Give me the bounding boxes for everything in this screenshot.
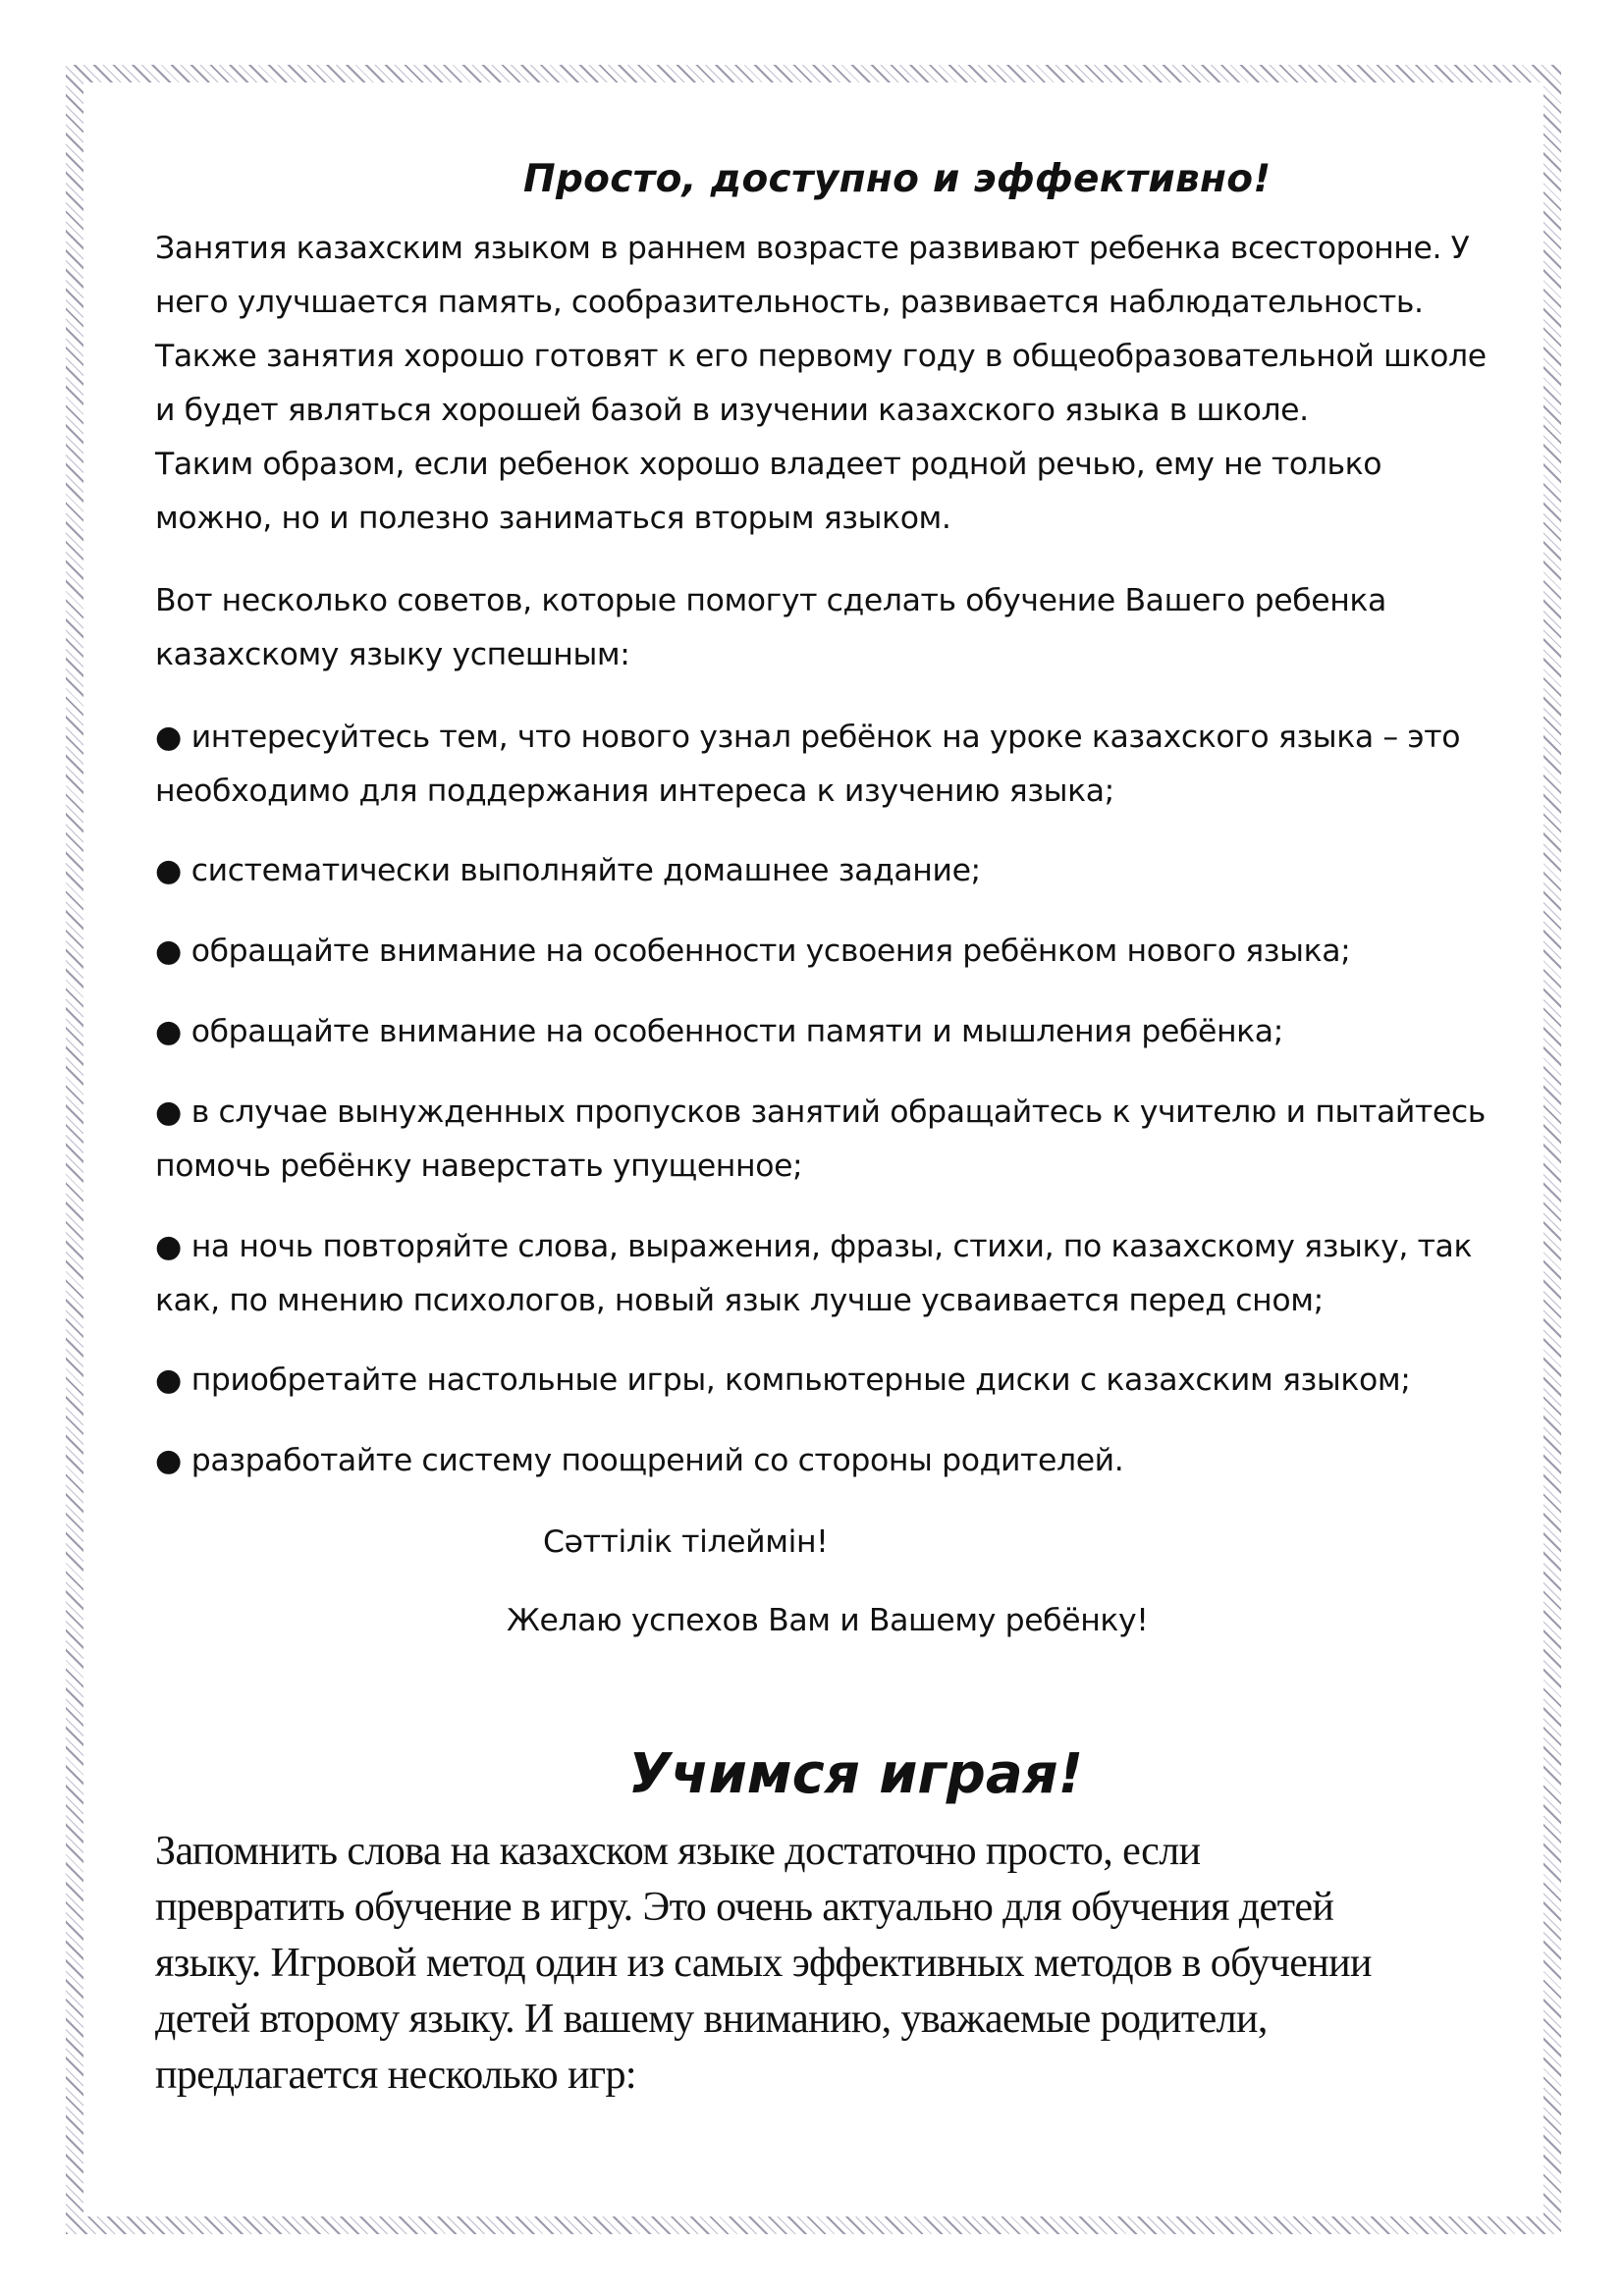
games-intro-line: предлагается несколько игр:: [155, 2053, 636, 2098]
intro-line: Таким образом, если ребенок хорошо владеет родной речью, ему не только: [155, 447, 1382, 482]
section-title-simple-accessible-effective: Просто, доступно и эффективно!: [523, 157, 1272, 201]
tips-intro-paragraph: [155, 574, 1386, 682]
tip-item: [155, 1005, 1283, 1059]
tip-item: [155, 844, 981, 898]
games-intro-line: языку. Игровой метод один из самых эффективных методов в обучении: [155, 1941, 1372, 1986]
tip-text: обращайте внимание на особенности памяти и мышления ребёнка;: [190, 1014, 1283, 1049]
bullet-icon: ●: [155, 1014, 183, 1049]
tip-text: в случае вынужденных пропусков занятий обращайтесь к учителю и пытайтесь: [190, 1095, 1486, 1130]
tip-item: [155, 1434, 1123, 1488]
tip-text: необходимо для поддержания интереса к изучению языка;: [155, 774, 1114, 809]
tip-text: разработайте систему поощрений со стороны родителей.: [190, 1443, 1124, 1478]
games-intro-line: детей второму языку. И вашему вниманию, уважаемые родители,: [155, 1997, 1268, 2042]
bullet-icon: ●: [155, 1362, 183, 1398]
section-title-learning-by-playing: Учимся играя!: [628, 1742, 1084, 1806]
bullet-icon: ●: [155, 1095, 183, 1130]
intro-line: Также занятия хорошо готовят к его первому году в общеобразовательной школе: [155, 339, 1487, 374]
wish-kazakh: Сәттілік тілеймін!: [543, 1524, 829, 1560]
tips-intro-line: казахскому языку успешным:: [155, 637, 630, 672]
intro-line: можно, но и полезно заниматься вторым языком.: [155, 501, 951, 536]
intro-line: Занятия казахским языком в раннем возрасте развивают ребенка всесторонне. У: [155, 231, 1470, 266]
tip-text: систематически выполняйте домашнее задание;: [190, 853, 981, 888]
tip-item: [155, 1354, 1410, 1408]
tip-item: [155, 1086, 1486, 1194]
intro-line: и будет являться хорошей базой в изучении казахского языка в школе.: [155, 393, 1309, 428]
bullet-icon: ●: [155, 1443, 183, 1478]
tip-text: как, по мнению психологов, новый язык лучше усваивается перед сном;: [155, 1283, 1324, 1318]
intro-paragraph: [155, 222, 1487, 546]
tips-intro-line: Вот несколько советов, которые помогут сделать обучение Вашего ребенка: [155, 583, 1386, 618]
bullet-icon: ●: [155, 720, 183, 755]
games-intro-line: Запомнить слова на казахском языке достаточно просто, если: [155, 1829, 1201, 1874]
games-intro-line: превратить обучение в игру. Это очень актуально для обучения детей: [155, 1885, 1334, 1930]
tip-item: [155, 1220, 1472, 1328]
bullet-icon: ●: [155, 934, 183, 969]
bullet-icon: ●: [155, 1229, 183, 1264]
intro-line: него улучшается память, сообразительность, развивается наблюдательность.: [155, 285, 1424, 320]
tip-text: на ночь повторяйте слова, выражения, фразы, стихи, по казахскому языку, так: [190, 1229, 1473, 1264]
tip-text: приобретайте настольные игры, компьютерные диски с казахским языком;: [190, 1362, 1411, 1398]
games-intro-paragraph: [155, 1824, 1372, 2104]
tip-item: [155, 711, 1460, 819]
wish-russian: Желаю успехов Вам и Вашему ребёнку!: [507, 1603, 1149, 1638]
tip-item: [155, 925, 1350, 979]
tip-text: интересуйтесь тем, что нового узнал ребёнок на уроке казахского языка – это: [190, 720, 1461, 755]
tip-text: помочь ребёнку наверстать упущенное;: [155, 1148, 803, 1184]
tip-text: обращайте внимание на особенности усвоения ребёнком нового языка;: [190, 934, 1351, 969]
bullet-icon: ●: [155, 853, 183, 888]
